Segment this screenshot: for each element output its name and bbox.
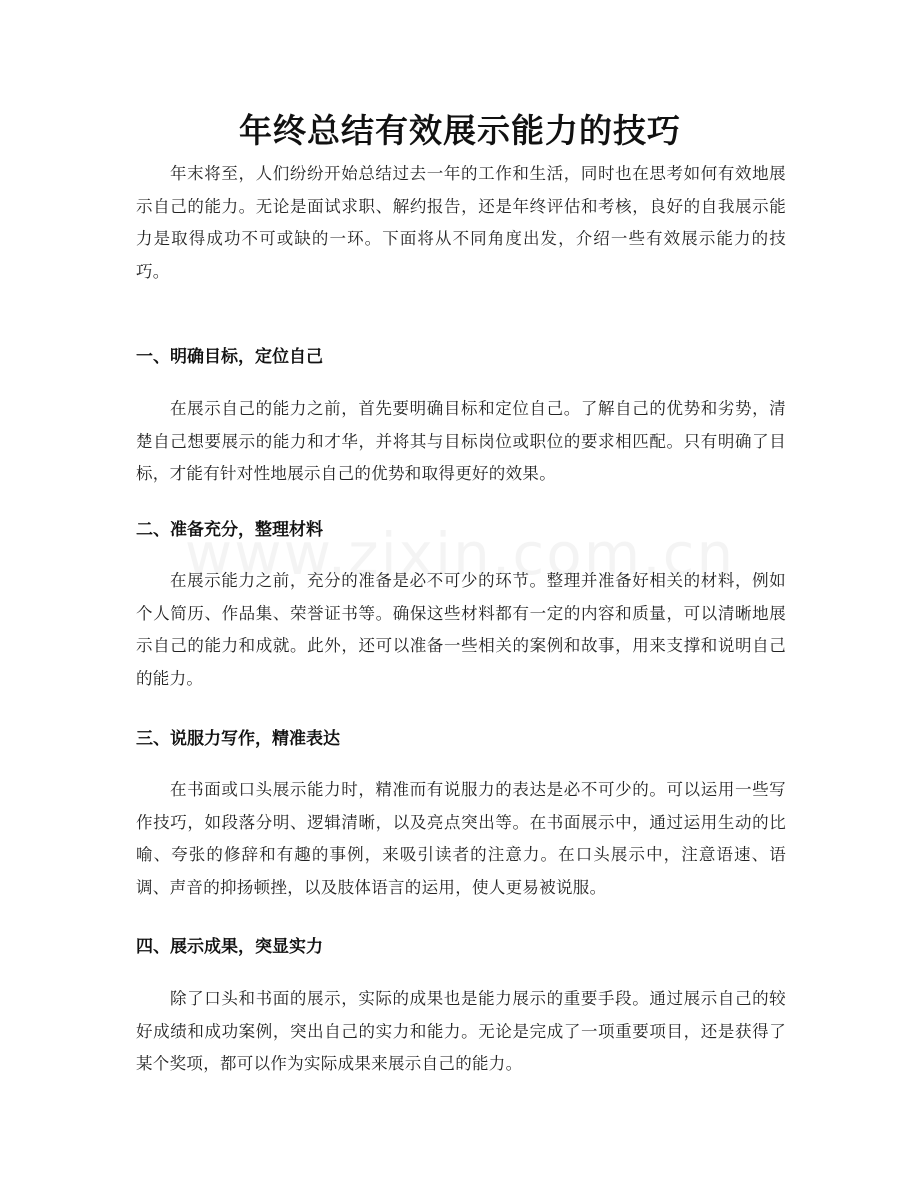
section-heading-4: 四、展示成果，突显实力 (136, 937, 323, 957)
section-body-4: 除了口头和书面的展示，实际的成果也是能力展示的重要手段。通过展示自己的较好成绩和成功案例，突出自己的实力和能力。无论是完成了一项重要项目，还是获得了某个奖项，都可以作为实际成果来展示自己的能力。 (136, 989, 786, 1073)
intro-paragraph: 年末将至，人们纷纷开始总结过去一年的工作和生活，同时也在思考如何有效地展示自己的能力。无论是面试求职、解约报告，还是年终评估和考核，良好的自我展示能力是取得成功不可或缺的一环。下面将从不同角度出发，介绍一些有效展示能力的技巧。 (136, 164, 786, 281)
section-body-1: 在展示自己的能力之前，首先要明确目标和定位自己。了解自己的优势和劣势，清楚自己想要展示的能力和才华，并将其与目标岗位或职位的要求相匹配。只有明确了目标，才能有针对性地展示自己的优势和取得更好的效果。 (136, 399, 786, 483)
section-heading-1: 一、明确目标，定位自己 (136, 347, 323, 367)
section-heading-2: 二、准备充分，整理材料 (136, 520, 323, 540)
section-heading-3: 三、说服力写作，精准表达 (136, 729, 340, 749)
section-body-2: 在展示能力之前，充分的准备是必不可少的环节。整理并准备好相关的材料，例如个人简历、作品集、荣誉证书等。确保这些材料都有一定的内容和质量，可以清晰地展示自己的能力和成就。此外，还可以准备一些相关的案例和故事，用来支撑和说明自己的能力。 (136, 571, 786, 688)
page-title: 年终总结有效展示能力的技巧 (239, 111, 681, 150)
section-body-3: 在书面或口头展示能力时，精准而有说服力的表达是必不可少的。可以运用一些写作技巧，如段落分明、逻辑清晰，以及亮点突出等。在书面展示中，通过运用生动的比喻、夸张的修辞和有趣的事例，来吸引读者的注意力。在口头展示中，注意语速、语调、声音的抑扬顿挫，以及肢体语言的运用，使人更易被说服。 (136, 780, 786, 897)
